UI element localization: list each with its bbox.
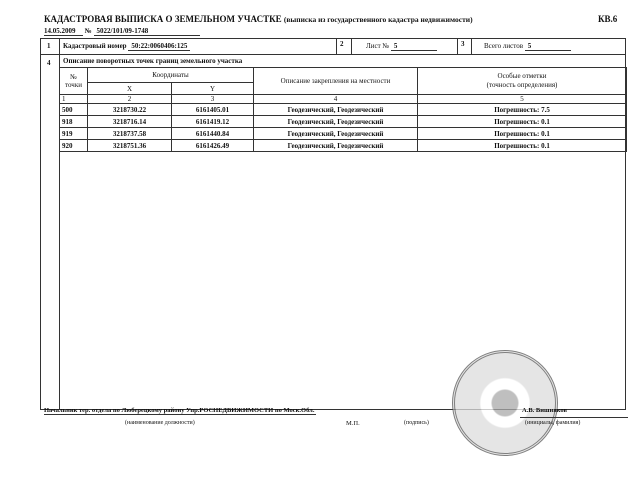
point-number-cell: 500 (60, 104, 88, 116)
header-y: Y (172, 83, 254, 95)
header-description: Описание закрепления на местности (254, 68, 418, 95)
cadastral-number: Кадастровый номер 50:22:0060406:125 (63, 42, 190, 51)
index-cell: 3 (172, 95, 254, 104)
divider (471, 39, 472, 54)
point-number-cell: 918 (60, 116, 88, 128)
header-x: X (88, 83, 172, 95)
divider (520, 417, 628, 418)
divider (351, 39, 352, 54)
y-coordinate-cell: 6161419.12 (172, 116, 254, 128)
document-date-number: 14.05.2009 № 5022/101/09-1748 (44, 27, 200, 36)
remark-cell: Погрешность: 0.1 (418, 116, 627, 128)
y-coordinate-cell: 6161440.84 (172, 128, 254, 140)
x-coordinate-cell: 3218737.58 (88, 128, 172, 140)
form-code: КВ.6 (598, 14, 618, 24)
points-table (59, 67, 627, 152)
y-coordinate-cell: 6161405.01 (172, 104, 254, 116)
fixing-description-cell: Геодезический, Геодезический (254, 104, 418, 116)
row-number-column (41, 39, 60, 409)
row-number-4: 4 (47, 59, 51, 67)
x-coordinate-cell: 3218751.36 (88, 140, 172, 152)
total-sheets: Всего листов 5 (484, 42, 571, 51)
signatory-name: А.В. Вишняков (522, 407, 567, 414)
remark-cell: Погрешность: 0.1 (418, 140, 627, 152)
index-cell: 1 (60, 95, 88, 104)
divider (457, 39, 458, 54)
x-coordinate-cell: 3218716.14 (88, 116, 172, 128)
section-title: Описание поворотных точек границ земельного участка (63, 57, 243, 65)
index-cell: 2 (88, 95, 172, 104)
sheet-number: Лист № 5 (366, 42, 437, 51)
header-remarks: Особые отметки (точность определения) (418, 68, 627, 95)
table-row (60, 128, 627, 140)
official-seal-stamp (452, 350, 558, 456)
document-title: КАДАСТРОВАЯ ВЫПИСКА О ЗЕМЕЛЬНОМ УЧАСТКЕ (выписка из государственного кадастра недвижимости) (44, 14, 473, 24)
point-number-cell: 920 (60, 140, 88, 152)
signatory-position: Начальник тер. отдела по Люберецкому району Упр.РОСНЕДВИЖИМОСТИ по Моск.Обл. (44, 407, 315, 414)
cell-number-3: 3 (461, 40, 465, 48)
table-header-row (60, 68, 627, 83)
remark-cell: Погрешность: 0.1 (418, 128, 627, 140)
fixing-description-cell: Геодезический, Геодезический (254, 140, 418, 152)
seal-place-label: М.П. (346, 420, 360, 427)
index-cell: 4 (254, 95, 418, 104)
header-point-number: № точки (60, 68, 88, 95)
header-coordinates: Координаты (88, 68, 254, 83)
table-row (60, 116, 627, 128)
table-row (60, 140, 627, 152)
index-cell: 5 (418, 95, 627, 104)
y-coordinate-cell: 6161426.49 (172, 140, 254, 152)
signature-caption: (подпись) (404, 420, 429, 426)
table-index-row (60, 95, 627, 104)
row-number-1: 1 (47, 42, 51, 50)
fixing-description-cell: Геодезический, Геодезический (254, 116, 418, 128)
form-frame (40, 38, 626, 410)
name-caption: (инициалы, фамилия) (525, 420, 581, 426)
table-row (60, 104, 627, 116)
x-coordinate-cell: 3218730.22 (88, 104, 172, 116)
fixing-description-cell: Геодезический, Геодезический (254, 128, 418, 140)
position-caption: (наименование должности) (125, 420, 195, 426)
point-number-cell: 919 (60, 128, 88, 140)
remark-cell: Погрешность: 7.5 (418, 104, 627, 116)
divider (41, 54, 625, 55)
divider (336, 39, 337, 54)
cell-number-2: 2 (340, 40, 344, 48)
